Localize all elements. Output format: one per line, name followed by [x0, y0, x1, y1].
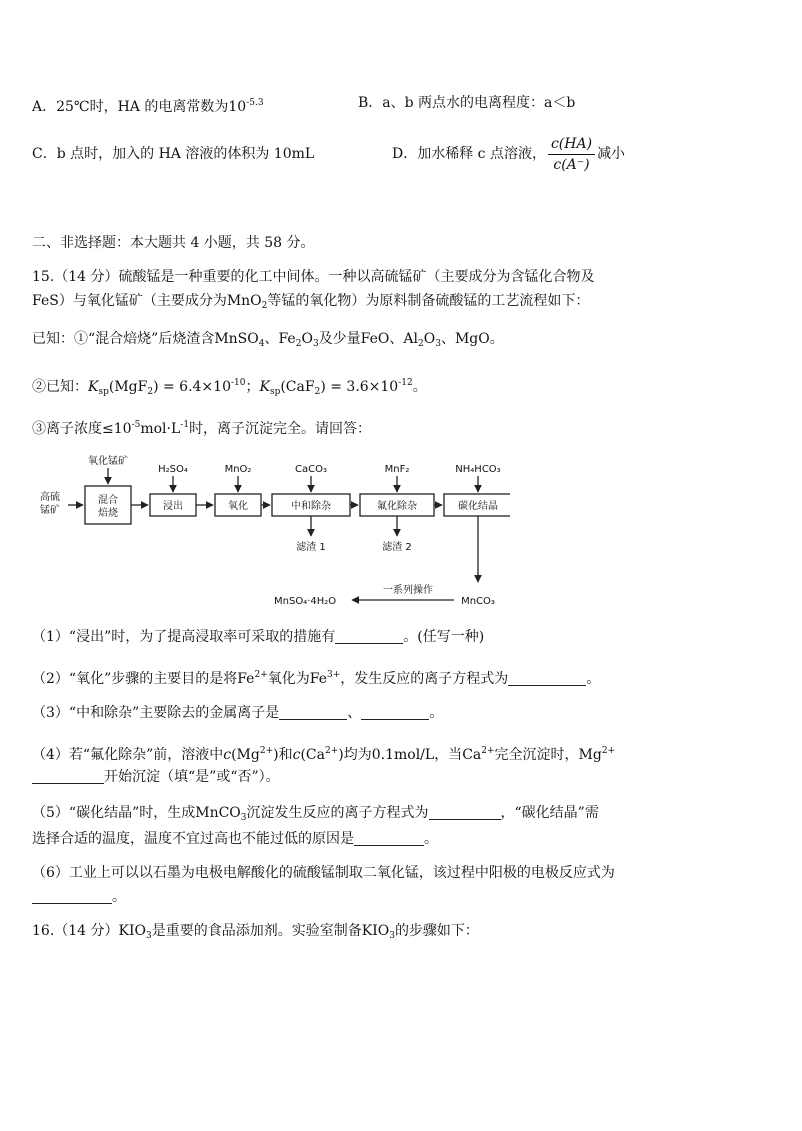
k2k: ) = 3.6×10: [320, 379, 399, 395]
answer-blank[interactable]: [32, 768, 104, 784]
k3c: -5: [131, 420, 141, 430]
sub-3: 3: [312, 339, 319, 349]
q5d: ，“碳化结晶”需: [500, 805, 599, 821]
q2g: ，发生反应的离子方程式为: [340, 671, 509, 687]
q16d: KIO: [361, 923, 390, 939]
product-label: MnCO₃: [461, 596, 495, 607]
reagent-1: H₂SO₄: [158, 464, 188, 475]
step-label-4: 中和除杂: [291, 501, 331, 512]
sub-3c: 3: [240, 813, 247, 823]
q15-fes: FeS: [32, 293, 59, 309]
q6a: （6）工业上可以以石墨为电极电解酸化的硫酸锰制取二氧化锰，该过程中阳极的电极反应式为: [32, 865, 615, 881]
q15-line1: [32, 266, 595, 288]
k1f: 及少量: [318, 331, 361, 347]
q4h: (Ca: [300, 747, 325, 763]
k1h: 、: [389, 331, 404, 347]
answer-blank[interactable]: [429, 804, 501, 820]
k2l: -12: [398, 378, 413, 388]
q15-mno2: MnO: [226, 293, 262, 309]
k1d: Fe: [278, 331, 296, 347]
start-label-1: 高硫: [40, 492, 60, 503]
q3b: 、: [347, 705, 362, 721]
k1a: 已知：①“混合焙烧”后烧渣含: [32, 331, 215, 347]
step-label-2: 浸出: [163, 501, 183, 512]
q15-sub-4-cont: [32, 766, 280, 788]
q16c: 是重要的食品添加剂。实验室制备: [151, 923, 362, 939]
q15-sub-5-cont: [32, 828, 438, 850]
option-d-denominator: c(A⁻): [553, 156, 590, 173]
k2a: ②已知：: [32, 379, 88, 395]
k2f: -10: [230, 378, 246, 388]
step-label-0: 混合: [98, 495, 118, 506]
k1c: 、: [264, 331, 279, 347]
q5f: 。: [424, 831, 438, 847]
sub-2b: 2: [295, 339, 302, 349]
q15-sub-6-cont: [32, 886, 126, 908]
start-label-2: 锰矿: [40, 505, 60, 516]
option-a-exp: -5.3: [246, 98, 264, 108]
k1m: 。: [489, 331, 504, 347]
q15-sub-2: [32, 664, 600, 690]
q2h: 。: [586, 671, 601, 687]
option-a: [32, 92, 264, 118]
q15-line1-text: 15.（14 分）硫酸锰是一种重要的化工中间体。一种以高硫锰矿（主要成分为含锰化合物及: [32, 269, 595, 285]
sub-2e: 2: [314, 387, 321, 397]
q5e: 选择合适的温度，温度不宜过高也不能过低的原因是: [32, 831, 354, 847]
option-b-text: B．a、b 两点水的电离程度：a＜b: [358, 95, 576, 111]
q4e: ): [273, 747, 279, 763]
q15-line2-d: 等锰的氧化物）为原料制备硫酸锰的工艺流程如下：: [267, 293, 590, 309]
option-d: [392, 128, 625, 180]
reagent-3: CaCO₃: [295, 464, 327, 475]
k1b: MnSO: [214, 331, 259, 347]
q15-known-3: [32, 414, 371, 440]
q4o: 2+: [481, 746, 495, 756]
q4f: 和: [278, 747, 293, 763]
q15-sub-1: [32, 626, 484, 648]
answer-blank[interactable]: [335, 628, 403, 644]
step-label-6: 碳化结晶: [458, 501, 498, 512]
q6b: 。: [112, 889, 126, 905]
sub-2: 2: [261, 301, 268, 311]
sub-2c: 2: [417, 339, 424, 349]
sub-2d: 2: [147, 387, 154, 397]
residue-1: 滤渣 1: [296, 542, 326, 553]
reagent-5: NH₄HCO₃: [455, 464, 501, 475]
answer-blank[interactable]: [279, 704, 347, 720]
k2m: 。: [412, 379, 427, 395]
residue-2: 滤渣 2: [382, 542, 412, 553]
k2g: ；: [245, 379, 260, 395]
option-c: [32, 143, 314, 165]
q4b: c: [223, 747, 232, 763]
q1a: （1）“浸出”时，为了提高浸取率可采取的措施有: [32, 629, 336, 645]
sub-4: 4: [258, 339, 265, 349]
q4k: 均为: [343, 747, 372, 763]
q5b: MnCO: [195, 805, 241, 821]
k3e: -1: [180, 420, 190, 430]
q15-sub-4: [32, 740, 615, 766]
k2d: (MgF: [108, 379, 148, 395]
answer-blank[interactable]: [361, 704, 429, 720]
sub-3b: 3: [435, 339, 441, 349]
k2i: sp: [269, 387, 281, 397]
q4g: c: [292, 747, 301, 763]
q16e: 的步骤如下：: [394, 923, 479, 939]
k2b: K: [88, 379, 99, 395]
reagent-4: MnF₂: [384, 464, 410, 475]
q4n: Ca: [462, 747, 482, 763]
option-d-fraction: [548, 134, 595, 175]
step-label-5: 氟化除杂: [377, 501, 417, 512]
q4i: 2+: [324, 746, 339, 756]
answer-blank[interactable]: [32, 888, 112, 904]
reagent-0: 氧化锰矿: [88, 456, 128, 467]
reagent-2: MnO₂: [224, 464, 252, 475]
option-c-text: C．b 点时，加入的 HA 溶液的体积为 10mL: [32, 146, 315, 162]
q2f: 3+: [326, 670, 341, 680]
sub-3e: 3: [389, 931, 395, 941]
k1g: FeO: [360, 331, 390, 347]
operation-label: 一系列操作: [383, 585, 433, 596]
q2a: （2）“氧化”步骤的主要目的是将: [32, 671, 238, 687]
q16-line1: [32, 920, 479, 947]
final-label: MnSO₄·4H₂O: [274, 596, 337, 607]
k3d: mol·L: [140, 421, 181, 437]
option-b: [358, 92, 575, 114]
q4d: 2+: [259, 746, 274, 756]
option-d-prefix: D．加水稀释 c 点溶液，: [392, 146, 546, 162]
q15-line2: [32, 290, 589, 317]
q4p: 完全沉淀时，: [494, 747, 579, 763]
answer-blank[interactable]: [508, 670, 586, 686]
q4r: 2+: [601, 746, 616, 756]
q4c: (Mg: [231, 747, 260, 763]
option-a-base: 10: [228, 99, 247, 115]
q5c: 沉淀发生反应的离子方程式为: [246, 805, 429, 821]
q1b: 。(任写一种): [403, 629, 485, 645]
q4j: ): [338, 747, 344, 763]
k2e: ) = 6.4×10: [153, 379, 231, 395]
k2c: sp: [98, 387, 109, 397]
q2c: 2+: [254, 670, 268, 680]
process-flowchart: [40, 450, 510, 615]
q15-sub-5: [32, 802, 599, 829]
q4q: Mg: [578, 747, 602, 763]
q15-sub-6: [32, 862, 615, 884]
q15-line2-b: ）与氧化锰矿（主要成分为: [58, 293, 227, 309]
q5a: （5）“碳化结晶”时，生成: [32, 805, 196, 821]
k1i: Al: [403, 331, 418, 347]
option-d-numerator: c(HA): [548, 134, 595, 155]
k1j: O: [423, 331, 436, 347]
k1l: MgO: [454, 331, 490, 347]
step-label-3: 氧化: [228, 501, 248, 512]
q2b: Fe: [237, 671, 255, 687]
k3b: 10: [113, 421, 132, 437]
section-heading-text: 二、非选择题：本大题共 4 小题，共 58 分。: [32, 235, 315, 251]
option-a-text: A．25℃时，HA 的电离常数为: [32, 99, 229, 115]
q3a: （3）“中和除杂”主要除去的金属离子是: [32, 705, 280, 721]
section-heading: [32, 232, 315, 254]
k2h: K: [259, 379, 270, 395]
q15-known-2: [32, 372, 427, 403]
q15-sub-3: [32, 702, 443, 724]
q16b: KIO: [118, 923, 146, 939]
q2d: 氧化为: [267, 671, 310, 687]
answer-blank[interactable]: [354, 830, 424, 846]
q3c: 。: [429, 705, 444, 721]
q4a: （4）若“氟化除杂”前，溶液中: [32, 747, 224, 763]
k1e: O: [301, 331, 313, 347]
q4s: 开始沉淀（填“是”或“否”）。: [104, 769, 280, 785]
k1k: 、: [440, 331, 455, 347]
option-d-suffix: 减小: [597, 146, 626, 162]
q4m: ，当: [434, 747, 463, 763]
q16a: 16.（14 分）: [32, 923, 119, 939]
sub-3d: 3: [146, 931, 152, 941]
k2j: (CaF: [280, 379, 315, 395]
k3f: 时，离子沉淀完全。请回答：: [189, 421, 372, 437]
k3a: ③离子浓度≤: [32, 421, 114, 437]
q2e: Fe: [309, 671, 327, 687]
step-label-1: 焙烧: [98, 508, 118, 519]
q15-known-1: [32, 328, 504, 355]
q4l: 0.1mol/L: [371, 747, 435, 763]
